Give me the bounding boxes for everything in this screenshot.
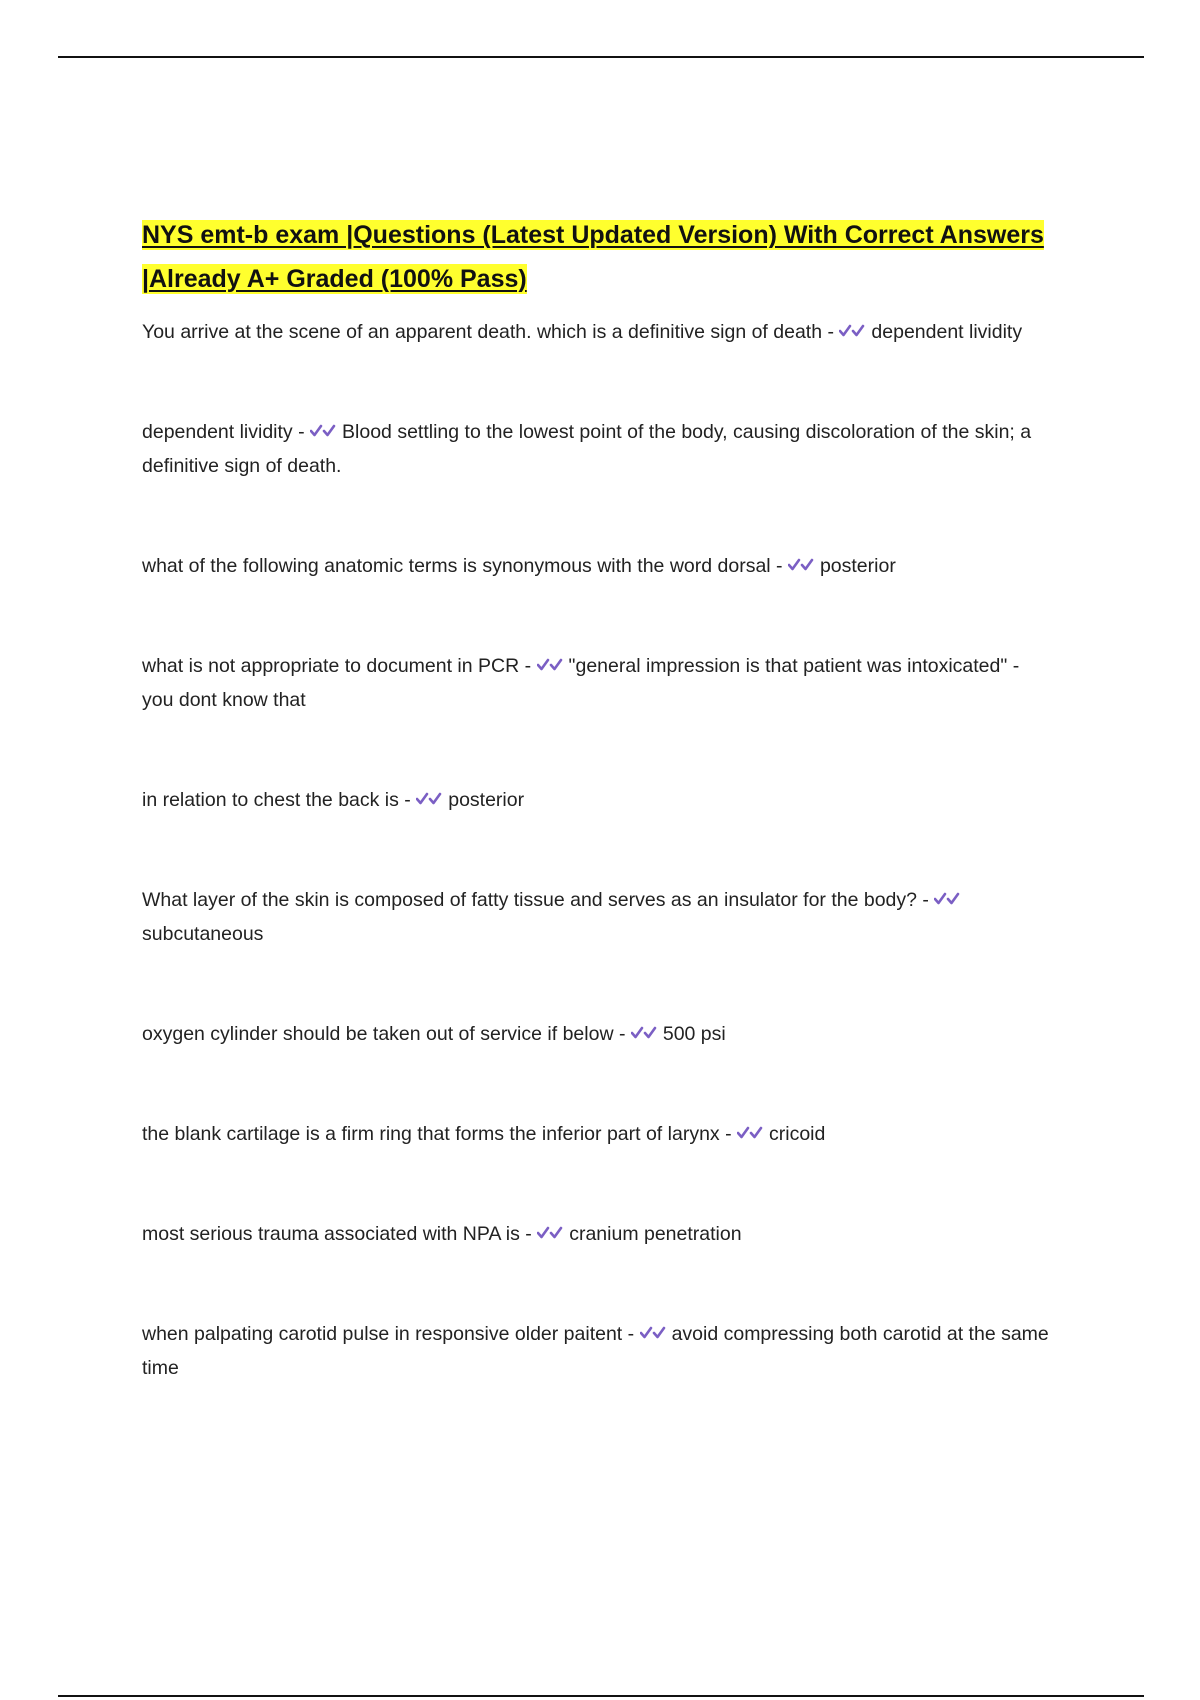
question-text: in relation to chest the back is - bbox=[142, 789, 411, 811]
double-check-icon bbox=[934, 889, 960, 909]
qa-item bbox=[142, 549, 1052, 583]
document-body bbox=[142, 213, 1052, 1385]
question-text: You arrive at the scene of an apparent death. which is a definitive sign of death - bbox=[142, 321, 834, 343]
answer-text: subcutaneous bbox=[142, 923, 264, 945]
answer-text: avoid compressing both carotid at the same time bbox=[142, 1323, 1049, 1379]
double-check-icon bbox=[640, 1323, 666, 1343]
qa-item bbox=[142, 1117, 1052, 1151]
question-text: most serious trauma associated with NPA is - bbox=[142, 1223, 532, 1245]
answer-text: posterior bbox=[448, 789, 525, 811]
answer-text: 500 psi bbox=[662, 1023, 726, 1045]
footer-rule bbox=[58, 1695, 1144, 1697]
double-check-icon bbox=[631, 1023, 657, 1043]
qa-item bbox=[142, 315, 1052, 349]
answer-text: cranium penetration bbox=[569, 1223, 742, 1245]
double-check-icon bbox=[737, 1123, 763, 1143]
document-title bbox=[142, 213, 1052, 301]
document-title-text: NYS emt-b exam |Questions (Latest Updated Version) With Correct Answers |Already A+ Graded (100% Pass) bbox=[142, 221, 1044, 293]
question-text: dependent lividity - bbox=[142, 421, 305, 443]
qa-item bbox=[142, 883, 1052, 951]
question-text: what of the following anatomic terms is synonymous with the word dorsal - bbox=[142, 555, 783, 577]
double-check-icon bbox=[537, 655, 563, 675]
answer-text: cricoid bbox=[769, 1123, 826, 1145]
answer-text: Blood settling to the lowest point of the body, causing discoloration of the skin; a definitive sign of death. bbox=[142, 421, 1032, 477]
answer-text: posterior bbox=[819, 555, 896, 577]
double-check-icon bbox=[839, 321, 865, 341]
double-check-icon bbox=[416, 789, 442, 809]
qa-item bbox=[142, 649, 1052, 717]
header-rule bbox=[58, 56, 1144, 58]
answer-text: dependent lividity bbox=[871, 321, 1023, 343]
question-text: when palpating carotid pulse in responsive older paitent - bbox=[142, 1323, 635, 1345]
question-text: the blank cartilage is a firm ring that forms the inferior part of larynx - bbox=[142, 1123, 732, 1145]
qa-item bbox=[142, 415, 1052, 483]
qa-item bbox=[142, 1217, 1052, 1251]
qa-item bbox=[142, 1017, 1052, 1051]
double-check-icon bbox=[537, 1223, 563, 1243]
question-text: what is not appropriate to document in PCR - bbox=[142, 655, 532, 677]
qa-item bbox=[142, 783, 1052, 817]
qa-item bbox=[142, 1317, 1052, 1385]
double-check-icon bbox=[788, 555, 814, 575]
answer-text: "general impression is that patient was intoxicated" - you dont know that bbox=[142, 655, 1020, 711]
question-text: What layer of the skin is composed of fatty tissue and serves as an insulator for the body? - bbox=[142, 889, 929, 911]
double-check-icon bbox=[310, 421, 336, 441]
question-text: oxygen cylinder should be taken out of service if below - bbox=[142, 1023, 626, 1045]
